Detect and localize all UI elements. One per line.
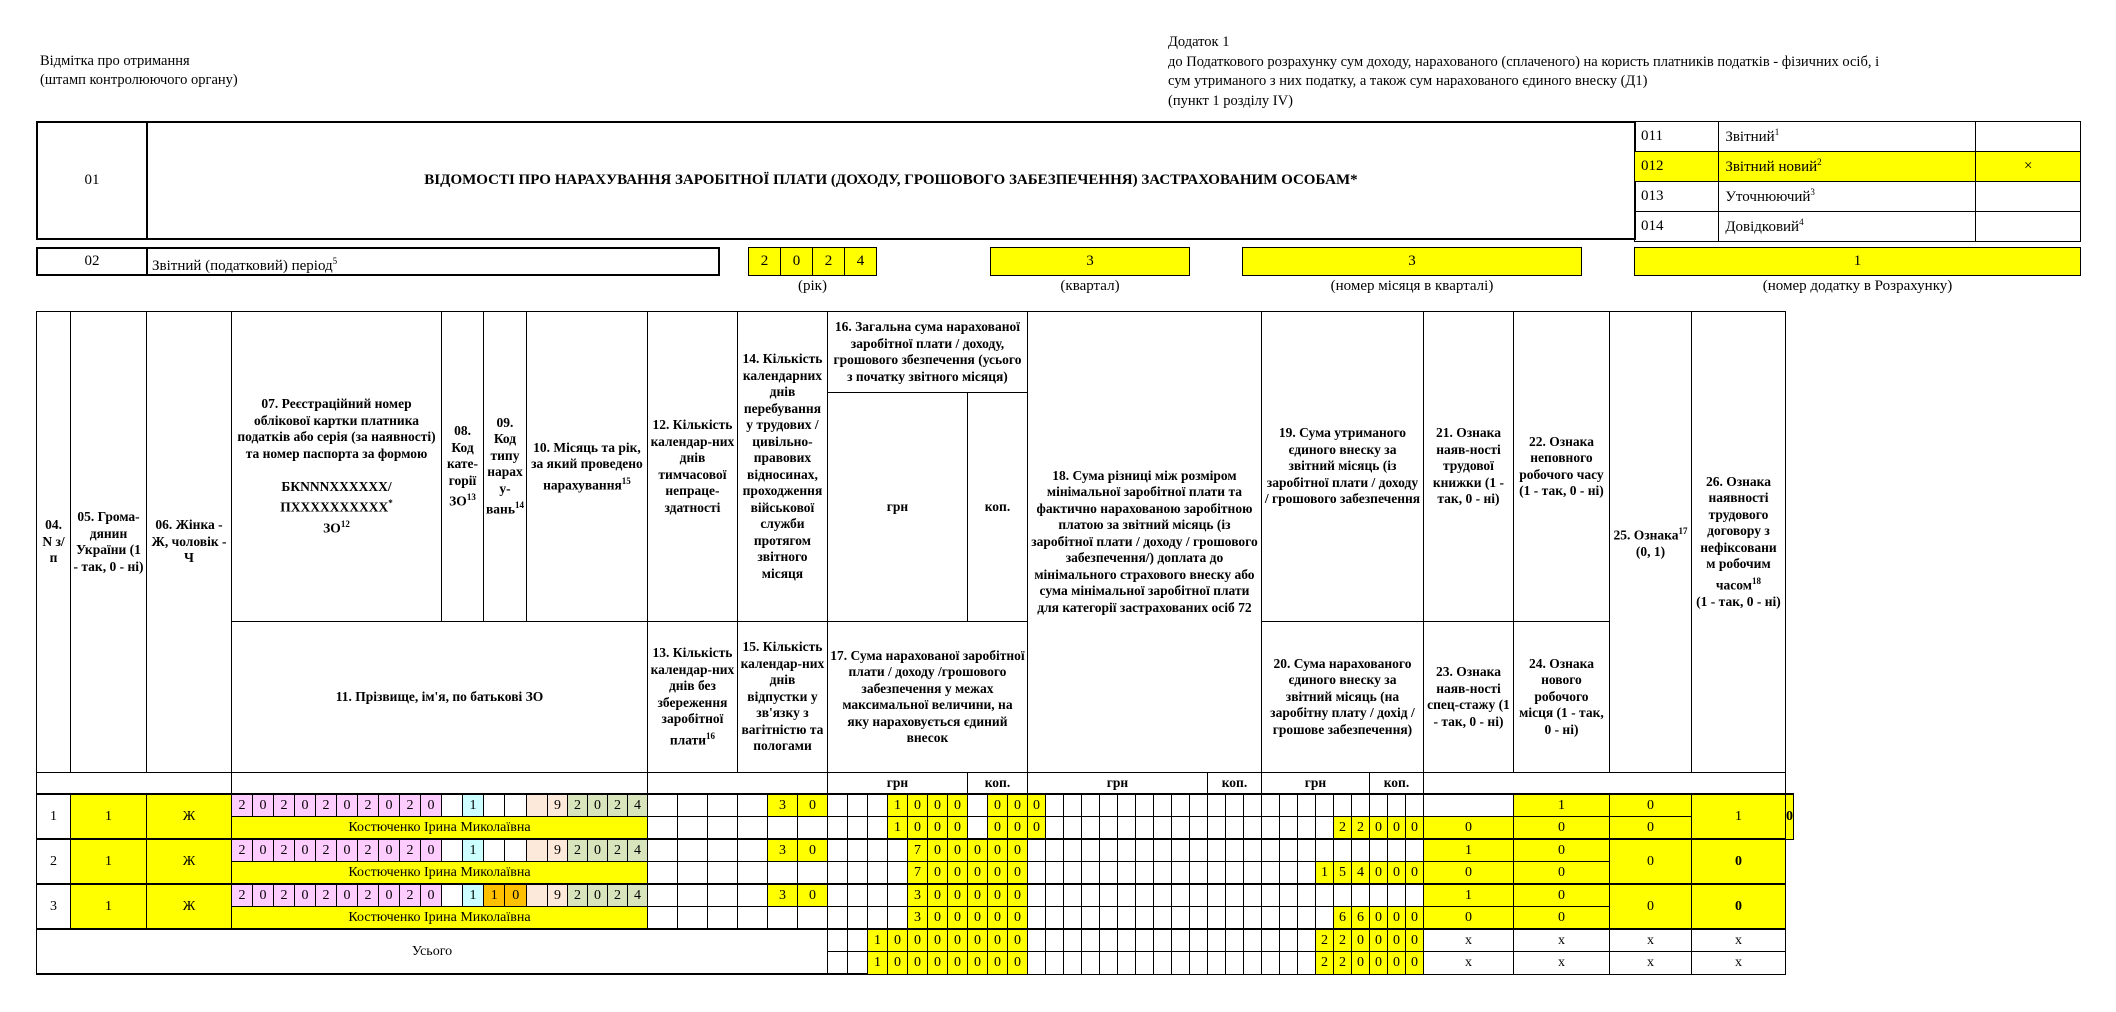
sum-digit[interactable]: 0 <box>967 862 987 885</box>
report-type-code: 011 <box>1635 122 1719 152</box>
id-digit[interactable]: 2 <box>400 794 421 817</box>
total-digit: 0 <box>927 929 947 952</box>
total-x: x <box>1609 929 1691 952</box>
col-26-header: 26. Ознака наявності трудового договору з нефіксовани м робочим часом$^{18}$ (1 - так, 0 - ні) <box>1691 312 1785 773</box>
period-cell[interactable] <box>526 794 547 817</box>
total-digit: 0 <box>927 952 947 975</box>
period-digit[interactable]: 0 <box>587 839 607 862</box>
year-digit[interactable]: 2 <box>748 247 781 276</box>
form01-code: 01 <box>36 121 148 240</box>
report-type-mark[interactable]: × <box>1976 152 2081 182</box>
sum-digit[interactable]: 0 <box>947 884 967 907</box>
citizen-flag[interactable]: 1 <box>71 884 147 929</box>
appendix-number-label: (номер додатку в Розрахунку) <box>1762 278 1953 294</box>
total-digit: 0 <box>1369 952 1387 975</box>
col-22-header: 22. Ознака неповного робочого часу (1 - так, 0 - ні) <box>1513 312 1609 622</box>
total-digit: 0 <box>967 929 987 952</box>
col-13-header: 13. Кількість календар-них днів без збереження заробітної плати$^{16}$ <box>647 622 737 773</box>
sum-digit[interactable]: 0 <box>927 839 947 862</box>
col-25-header: 25. Ознака$^{17}$ (0, 1) <box>1609 312 1691 773</box>
total-x: x <box>1423 929 1513 952</box>
total-digit: 2 <box>1315 929 1333 952</box>
total-digit: 0 <box>887 929 907 952</box>
col-12-header: 12. Кількість календар-них днів тимчасової непраце-здатності <box>647 312 737 622</box>
id-digit[interactable]: 2 <box>232 839 253 862</box>
total-digit: 0 <box>1007 952 1027 975</box>
sum-digit[interactable]: 3 <box>907 884 927 907</box>
sum-digit[interactable]: 7 <box>907 839 927 862</box>
period-digit[interactable]: 2 <box>567 794 587 817</box>
col-07-header: 07. Реєстраційний номер облікової картки платника податків або серія (за наявності) та номер паспорта за формою БКNNNXXXXXX/ПXXXXXXXXXX* ЗО$^{12}$ <box>232 312 442 622</box>
grn-subheader: грн <box>827 773 967 795</box>
stamp-line-2: (штамп контролюючого органу) <box>40 72 238 88</box>
accrual-type-digit[interactable] <box>505 839 526 862</box>
period-digit[interactable]: 9 <box>547 884 567 907</box>
days-digit[interactable]: 3 <box>767 794 797 817</box>
appendix-line-2: до Податкового розрахунку сум доходу, нарахованого (сплаченого) на користь платників податків - фізичних осіб, і <box>1168 54 1880 70</box>
total-digit: 0 <box>967 952 987 975</box>
col-23-header: 23. Ознака наяв-ності спец-стажу (1 - так, 0 - ні) <box>1423 622 1513 773</box>
col-04-header: 04. N з/п <box>37 312 71 773</box>
sum-digit[interactable]: 0 <box>987 862 1007 885</box>
appendix-line-3: сум утриманого з них податку, а також сум нарахованого єдиного внеску (Д1) <box>1168 73 1648 89</box>
contribution-digit[interactable]: 0 <box>1387 817 1405 840</box>
col-16-grn-header: грн <box>827 393 967 622</box>
flag-25[interactable]: 1 <box>1691 794 1785 839</box>
period-digit[interactable]: 4 <box>627 839 647 862</box>
sex-field[interactable]: Ж <box>147 884 232 929</box>
sum-digit[interactable]: 0 <box>987 884 1007 907</box>
appendix-number-field[interactable]: 1 <box>1634 247 2081 276</box>
sum-digit[interactable]: 0 <box>1007 817 1027 840</box>
contribution-digit[interactable]: 2 <box>1351 817 1369 840</box>
total-digit: 2 <box>1333 952 1351 975</box>
total-digit: 2 <box>1315 952 1333 975</box>
total-x: x <box>1609 952 1691 975</box>
total-x: x <box>1691 929 1785 952</box>
id-digit[interactable]: 0 <box>421 794 442 817</box>
sum-digit[interactable]: 0 <box>927 862 947 885</box>
col-06-header: 06. Жінка - Ж, чоловік - Ч <box>147 312 232 773</box>
period-digit[interactable]: 0 <box>587 794 607 817</box>
total-digit: 0 <box>1007 929 1027 952</box>
contribution-digit[interactable]: 5 <box>1333 862 1351 885</box>
sum-digit[interactable]: 1 <box>887 794 907 817</box>
report-type-table <box>1634 121 2081 242</box>
table-row <box>37 794 1794 817</box>
period-digit[interactable]: 4 <box>627 794 647 817</box>
id-digit[interactable]: 0 <box>337 884 358 907</box>
table-row <box>37 907 1794 930</box>
sum-digit[interactable]: 0 <box>967 839 987 862</box>
total-digit: 0 <box>1405 952 1423 975</box>
contribution-digit[interactable]: 0 <box>1369 907 1387 930</box>
report-type-code: 014 <box>1635 212 1719 242</box>
sum-digit[interactable]: 0 <box>947 794 967 817</box>
id-digit[interactable]: 0 <box>379 884 400 907</box>
appendix-line-4: (пункт 1 розділу IV) <box>1168 93 1293 109</box>
id-digit[interactable]: 0 <box>421 884 442 907</box>
sum-digit[interactable]: 7 <box>907 862 927 885</box>
id-digit[interactable]: 2 <box>400 884 421 907</box>
contribution-digit[interactable]: 0 <box>1369 817 1387 840</box>
col-17-header: 17. Сума нарахованої заробітної плати / доходу /грошового забезпечення у межах максимальної величини, на яку нараховується єдиний внесок <box>827 622 1027 773</box>
total-digit: 0 <box>1387 929 1405 952</box>
quarter-field[interactable]: 3 <box>990 247 1190 276</box>
labor-book-flag[interactable]: 1 <box>1513 794 1609 817</box>
total-x: x <box>1513 952 1609 975</box>
total-x: x <box>1513 929 1609 952</box>
id-digit[interactable]: 2 <box>232 794 253 817</box>
total-digit: 0 <box>907 929 927 952</box>
sum-digit[interactable]: 0 <box>967 884 987 907</box>
citizen-flag[interactable]: 1 <box>71 839 147 884</box>
part-time-flag[interactable]: 0 <box>1513 839 1609 862</box>
contribution-digit[interactable]: 2 <box>1333 817 1351 840</box>
category-code[interactable]: 1 <box>463 794 484 817</box>
period-cell[interactable] <box>526 839 547 862</box>
category-cell[interactable] <box>442 884 463 907</box>
col-15-header: 15. Кількість календар-них днів відпустки у зв'язку з вагітністю та пологами <box>737 622 827 773</box>
sum-digit[interactable]: 0 <box>987 794 1007 817</box>
col-24-header: 24. Ознака нового робочого місця (1 - так, 0 - ні) <box>1513 622 1609 773</box>
row-number: 2 <box>37 839 71 884</box>
id-digit[interactable]: 0 <box>295 884 316 907</box>
period-digit[interactable]: 2 <box>607 839 627 862</box>
id-digit[interactable]: 0 <box>253 794 274 817</box>
report-type-code: 012 <box>1635 152 1719 182</box>
col-16-kop-header: коп. <box>967 393 1027 622</box>
month-label: (номер місяця в кварталі) <box>1330 278 1494 294</box>
id-digit[interactable]: 0 <box>295 839 316 862</box>
report-type-mark[interactable] <box>1976 122 2081 152</box>
total-digit: 0 <box>1351 929 1369 952</box>
id-digit[interactable]: 2 <box>358 884 379 907</box>
sum-digit[interactable]: 0 <box>947 862 967 885</box>
contribution-digit[interactable]: 0 <box>1405 907 1423 930</box>
special-experience-flag[interactable]: 0 <box>1513 817 1609 840</box>
special-experience-flag[interactable]: 0 <box>1423 862 1513 885</box>
id-digit[interactable]: 0 <box>379 794 400 817</box>
special-experience-flag[interactable]: 0 <box>1423 907 1513 930</box>
form02-code: 02 <box>36 247 148 276</box>
contribution-digit[interactable]: 0 <box>1423 817 1513 840</box>
flag-26[interactable]: 0 <box>1785 794 1793 839</box>
id-digit[interactable]: 2 <box>316 839 337 862</box>
col-19-header: 19. Сума утриманого єдиного внеску за звітний місяць (із заробітної плати / доходу / грошового забезпечення <box>1261 312 1423 622</box>
period-digit[interactable]: 4 <box>627 884 647 907</box>
part-time-flag[interactable]: 0 <box>1513 884 1609 907</box>
report-type-label: Довідковий$^4$ <box>1719 212 1976 242</box>
col-18-header: 18. Сума різниці між розміром мінімальної заробітної плати та фактично нарахованою заробітною платою за звітний місяць (із заробітної плати / доходу / грошового забезпечення/) доплата до мінімального страхового внеску або сума мінімальної заробітної плати для категорії застрахованих осіб 72 <box>1027 312 1261 773</box>
form01-title: ВІДОМОСТІ ПРО НАРАХУВАННЯ ЗАРОБІТНОЇ ПЛАТИ (ДОХОДУ, ГРОШОВОГО ЗАБЕЗПЕЧЕННЯ) ЗАСТРАХОВАНИМ ОСОБАМ* <box>146 121 1636 240</box>
sum-digit[interactable]: 0 <box>1007 907 1027 930</box>
id-digit[interactable]: 2 <box>232 884 253 907</box>
month-field[interactable]: 3 <box>1242 247 1582 276</box>
id-digit[interactable]: 0 <box>253 884 274 907</box>
accrual-type-digit[interactable]: 0 <box>505 884 526 907</box>
sum-digit[interactable]: 0 <box>927 884 947 907</box>
total-digit: 0 <box>907 952 927 975</box>
grn-subheader: грн <box>1261 773 1369 795</box>
main-table <box>36 311 1794 975</box>
sum-digit[interactable]: 0 <box>927 817 947 840</box>
sum-digit[interactable]: 0 <box>927 907 947 930</box>
period-label: Звітний (податковий) період$^5$ <box>146 247 720 276</box>
col-16-header: 16. Загальна сума нарахованої заробітної плати / доходу, грошового збезпечення (усього з початку звітного місяця) <box>827 312 1027 393</box>
total-digit: 0 <box>947 952 967 975</box>
total-x: x <box>1423 952 1513 975</box>
category-code[interactable]: 1 <box>463 884 484 907</box>
year-digit[interactable]: 0 <box>780 247 813 276</box>
sum-digit[interactable]: 0 <box>927 794 947 817</box>
sum-digit[interactable]: 0 <box>947 817 967 840</box>
flag-26[interactable]: 0 <box>1691 839 1785 884</box>
id-digit[interactable]: 2 <box>358 839 379 862</box>
days-digit[interactable]: 0 <box>797 884 827 907</box>
id-digit[interactable]: 0 <box>421 839 442 862</box>
total-digit: 0 <box>987 929 1007 952</box>
report-type-mark[interactable] <box>1976 212 2081 242</box>
contribution-digit[interactable]: 0 <box>1405 817 1423 840</box>
days-digit[interactable]: 3 <box>767 884 797 907</box>
table-row <box>37 862 1794 885</box>
days-digit[interactable]: 0 <box>797 839 827 862</box>
category-cell[interactable] <box>442 794 463 817</box>
contribution-digit[interactable]: 0 <box>1387 862 1405 885</box>
period-digit[interactable]: 2 <box>567 839 587 862</box>
person-name[interactable]: Костюченко Ірина Миколаївна <box>232 817 648 840</box>
total-digit: 0 <box>1369 929 1387 952</box>
contribution-digit[interactable]: 0 <box>1405 862 1423 885</box>
accrual-type-digit[interactable] <box>505 794 526 817</box>
report-type-mark[interactable] <box>1976 182 2081 212</box>
year-label: (рік) <box>798 278 827 294</box>
totals-row <box>37 929 1794 952</box>
report-type-label: Звітний новий$^2$ <box>1719 152 1976 182</box>
id-digit[interactable]: 2 <box>316 794 337 817</box>
part-time-flag[interactable]: 0 <box>1609 794 1691 817</box>
accrual-type-digit[interactable] <box>484 839 505 862</box>
category-cell[interactable] <box>442 839 463 862</box>
sum-digit[interactable]: 0 <box>987 907 1007 930</box>
contribution-digit[interactable]: 6 <box>1351 907 1369 930</box>
total-digit: 0 <box>947 929 967 952</box>
new-workplace-flag[interactable]: 0 <box>1609 817 1691 840</box>
col-14-header: 14. Кількість календарних днів перебування у трудових / цивільно-правових відносинах, проходження військової служби протягом звітного місяця <box>737 312 827 622</box>
id-digit[interactable]: 0 <box>253 839 274 862</box>
period-digit[interactable]: 2 <box>567 884 587 907</box>
days-digit[interactable]: 0 <box>797 794 827 817</box>
flag-25[interactable]: 0 <box>1609 884 1691 929</box>
id-digit[interactable]: 2 <box>400 839 421 862</box>
total-digit: 0 <box>1351 952 1369 975</box>
id-digit[interactable]: 2 <box>274 839 295 862</box>
flag-26[interactable]: 0 <box>1691 884 1785 929</box>
col-08-header: 08. Код кате-горії ЗО$^{13}$ <box>442 312 484 622</box>
id-digit[interactable]: 0 <box>295 794 316 817</box>
new-workplace-flag[interactable]: 0 <box>1513 862 1609 885</box>
contribution-digit[interactable]: 1 <box>1315 862 1333 885</box>
flag-25[interactable]: 0 <box>1609 839 1691 884</box>
sum-digit[interactable]: 0 <box>1007 839 1027 862</box>
sum-digit[interactable]: 0 <box>987 839 1007 862</box>
new-workplace-flag[interactable]: 0 <box>1513 907 1609 930</box>
contribution-digit[interactable]: 6 <box>1333 907 1351 930</box>
total-digit: 0 <box>887 952 907 975</box>
sex-field[interactable]: Ж <box>147 839 232 884</box>
total-digit: 1 <box>867 929 887 952</box>
totals-label: Усього <box>37 929 828 974</box>
col-05-header: 05. Грома-дянин України (1 - так, 0 - ні) <box>71 312 147 773</box>
sum-digit[interactable]: 0 <box>907 817 927 840</box>
kop-subheader: коп. <box>1207 773 1261 795</box>
accrual-type-digit[interactable] <box>484 794 505 817</box>
total-digit: 0 <box>987 952 1007 975</box>
citizen-flag[interactable]: 1 <box>71 794 147 839</box>
id-digit[interactable]: 2 <box>358 794 379 817</box>
id-digit[interactable]: 2 <box>316 884 337 907</box>
sum-digit[interactable]: 0 <box>947 907 967 930</box>
quarter-label: (квартал) <box>1060 278 1120 294</box>
labor-book-flag[interactable]: 1 <box>1423 884 1513 907</box>
sum-digit[interactable]: 0 <box>907 794 927 817</box>
sum-digit[interactable]: 0 <box>987 817 1007 840</box>
year-digit[interactable]: 2 <box>812 247 845 276</box>
sum-digit[interactable]: 0 <box>1007 862 1027 885</box>
grn-subheader: грн <box>1027 773 1207 795</box>
col-11-header: 11. Прізвище, ім'я, по батькові ЗО <box>232 622 648 773</box>
col-10-header: 10. Місяць та рік, за який проведено нарахування$^{15}$ <box>526 312 647 622</box>
contribution-digit[interactable]: 0 <box>1387 907 1405 930</box>
sum-digit[interactable]: 0 <box>947 839 967 862</box>
sum-digit[interactable]: 0 <box>1007 794 1027 817</box>
report-type-code: 013 <box>1635 182 1719 212</box>
table-row <box>37 839 1794 862</box>
sum-digit[interactable]: 0 <box>1027 817 1045 840</box>
total-digit: 0 <box>1387 952 1405 975</box>
total-digit: 1 <box>867 952 887 975</box>
id-digit[interactable]: 0 <box>337 839 358 862</box>
col-21-header: 21. Ознака наяв-ності трудової книжки (1 - так, 0 - ні) <box>1423 312 1513 622</box>
contribution-digit[interactable]: 0 <box>1369 862 1387 885</box>
person-name[interactable]: Костюченко Ірина Миколаївна <box>232 862 648 885</box>
period-digit[interactable]: 9 <box>547 839 567 862</box>
sex-field[interactable]: Ж <box>147 794 232 839</box>
labor-book-flag[interactable]: 1 <box>1423 839 1513 862</box>
total-digit: 2 <box>1333 929 1351 952</box>
period-digit[interactable]: 9 <box>547 794 567 817</box>
category-code[interactable]: 1 <box>463 839 484 862</box>
person-name[interactable]: Костюченко Ірина Миколаївна <box>232 907 648 930</box>
sum-digit[interactable]: 0 <box>967 907 987 930</box>
col-20-header: 20. Сума нарахованого єдиного внеску за звітний місяць (на заробітну плату / дохід / грошове забезпечення) <box>1261 622 1423 773</box>
kop-subheader: коп. <box>1369 773 1423 795</box>
report-type-label: Уточнюючий$^3$ <box>1719 182 1976 212</box>
sum-digit[interactable]: 3 <box>907 907 927 930</box>
id-digit[interactable]: 2 <box>274 884 295 907</box>
row-number: 1 <box>37 794 71 839</box>
sum-digit[interactable]: 0 <box>1007 884 1027 907</box>
sum-digit[interactable]: 0 <box>1027 794 1045 817</box>
sum-digit[interactable]: 1 <box>887 817 907 840</box>
table-row <box>37 817 1794 840</box>
total-digit: 0 <box>1405 929 1423 952</box>
contribution-digit[interactable]: 4 <box>1351 862 1369 885</box>
total-x: x <box>1691 952 1785 975</box>
period-digit[interactable]: 2 <box>607 794 627 817</box>
stamp-line-1: Відмітка про отримання <box>40 53 190 69</box>
report-type-label: Звітний$^1$ <box>1719 122 1976 152</box>
table-row <box>37 884 1794 907</box>
col-09-header: 09. Код типу нарах у-вань$^{14}$ <box>484 312 527 622</box>
appendix-line-1: Додаток 1 <box>1168 34 1230 50</box>
days-digit[interactable]: 3 <box>767 839 797 862</box>
period-digit[interactable]: 2 <box>607 884 627 907</box>
year-digit[interactable]: 4 <box>844 247 877 276</box>
period-digit[interactable]: 0 <box>587 884 607 907</box>
id-digit[interactable]: 2 <box>274 794 295 817</box>
kop-subheader: коп. <box>967 773 1027 795</box>
period-cell[interactable] <box>526 884 547 907</box>
id-digit[interactable]: 0 <box>337 794 358 817</box>
row-number: 3 <box>37 884 71 929</box>
accrual-type-digit[interactable]: 1 <box>484 884 505 907</box>
id-digit[interactable]: 0 <box>379 839 400 862</box>
